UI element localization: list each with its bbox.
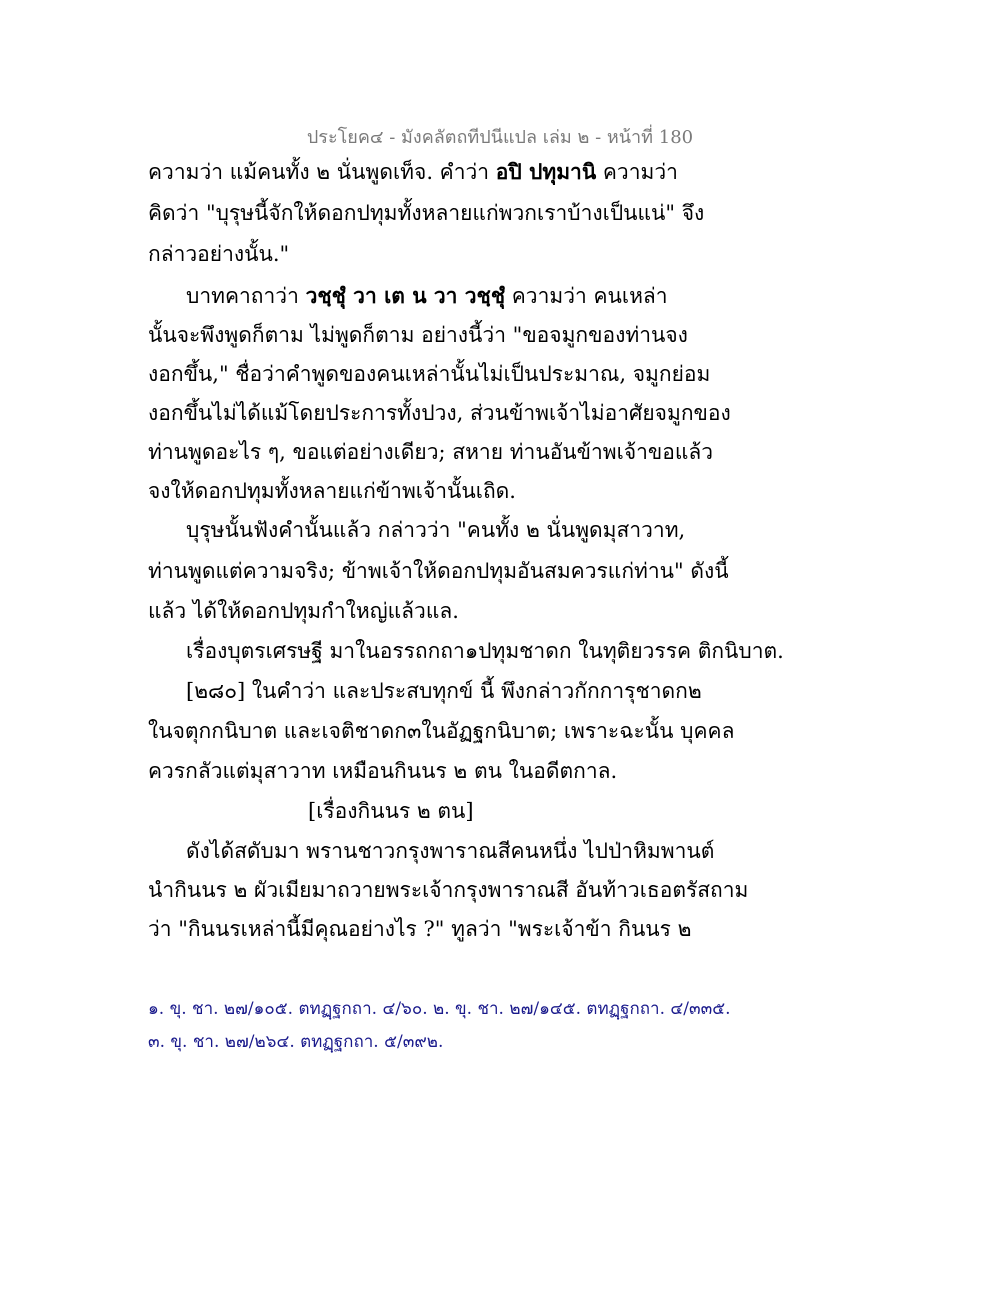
text-line-18: ดังได้สดับมา พรานชาวกรุงพาราณสีคนหนึ่ง ไปป่าหิมพานต์ [186,839,715,863]
text-line-8: ท่านพูดอะไร ๆ, ขอแต่อย่างเดียว; สหาย ท่านอันข้าพเจ้าขอแล้ว [148,440,714,464]
text-line-15: ในจตุกกนิบาต และเจติชาดก๓ในอัฏฐกนิบาต; เพราะฉะนั้น บุคคล [148,719,735,743]
pali-term: อปิ ปทุมานิ [495,159,597,184]
text-line-6: งอกขึ้น," ชื่อว่าคำพูดของคนเหล่านั้นไม่เป็นประมาณ, จมูกย่อม [148,362,711,386]
text-span: ความว่า แม้คนทั้ง ๒ นั่นพูดเท็จ. คำว่า [148,160,496,184]
text-line-14: [๒๘๐] ในคำว่า และประสบทุกข์ นี้ พึงกล่าวกักการุชาดก๒ [186,679,702,703]
text-line-3: กล่าวอย่างนั้น." [148,242,290,266]
text-line-1 [148,158,678,186]
footnote-line-1: ๑. ขุ. ชา. ๒๗/๑๐๕. ตทฏฺฐกถา. ๔/๖๐. ๒. ขุ. ชา. ๒๗/๑๔๕. ตทฏฺฐกถา. ๔/๓๓๕. [148,999,731,1019]
text-span: ความว่า คนเหล่า [505,284,668,308]
text-line-2: คิดว่า "บุรุษนี้จักให้ดอกปทุมทั้งหลายแก่พวกเราบ้างเป็นแน่" จึง [148,201,705,225]
page-header: ประโยค๔ - มังคลัตถทีปนีแปล เล่ม ๒ - หน้าที่ 180 [306,127,694,148]
text-line-16: ควรกลัวแต่มุสาวาท เหมือนกินนร ๒ ตน ในอดีตกาล. [148,759,618,783]
text-line-9: จงให้ดอกปทุมทั้งหลายแก่ข้าพเจ้านั้นเถิด. [148,479,516,503]
pali-term: วชฺชุํ วา เต น วา วชฺชุํ [305,283,506,308]
footnote-line-2: ๓. ขุ. ชา. ๒๗/๒๖๔. ตทฏฺฐกถา. ๕/๓๙๒. [148,1032,444,1052]
text-line-10: บุรุษนั้นฟังคำนั้นแล้ว กล่าวว่า "คนทั้ง ๒ นั่นพูดมุสาวาท, [186,518,686,542]
text-span: ความว่า [596,160,678,184]
text-line-7: งอกขึ้นไม่ได้แม้โดยประการทั้งปวง, ส่วนข้าพเจ้าไม่อาศัยจมูกของ [148,401,731,425]
text-line-13: เรื่องบุตรเศรษฐี มาในอรรถกถา๑ปทุมชาดก ในทุติยวรรค ติกนิบาต. [186,639,784,663]
section-heading: [เรื่องกินนร ๒ ตน] [308,799,474,823]
text-line-12: แล้ว ได้ให้ดอกปทุมกำใหญ่แล้วแล. [148,599,459,623]
text-line-19: นำกินนร ๒ ผัวเมียมาถวายพระเจ้ากรุงพาราณสี อันท้าวเธอตรัสถาม [148,878,749,902]
text-line-4 [186,282,668,310]
text-line-5: นั้นจะพึงพูดก็ตาม ไม่พูดก็ตาม อย่างนี้ว่า "ขอจมูกของท่านจง [148,323,688,347]
text-line-20: ว่า "กินนรเหล่านี้มีคุณอย่างไร ?" ทูลว่า "พระเจ้าข้า กินนร ๒ [148,917,692,941]
text-span: บาทคาถาว่า [186,284,306,308]
text-line-11: ท่านพูดแต่ความจริง; ข้าพเจ้าให้ดอกปทุมอันสมควรแก่ท่าน" ดังนี้ [148,559,729,583]
